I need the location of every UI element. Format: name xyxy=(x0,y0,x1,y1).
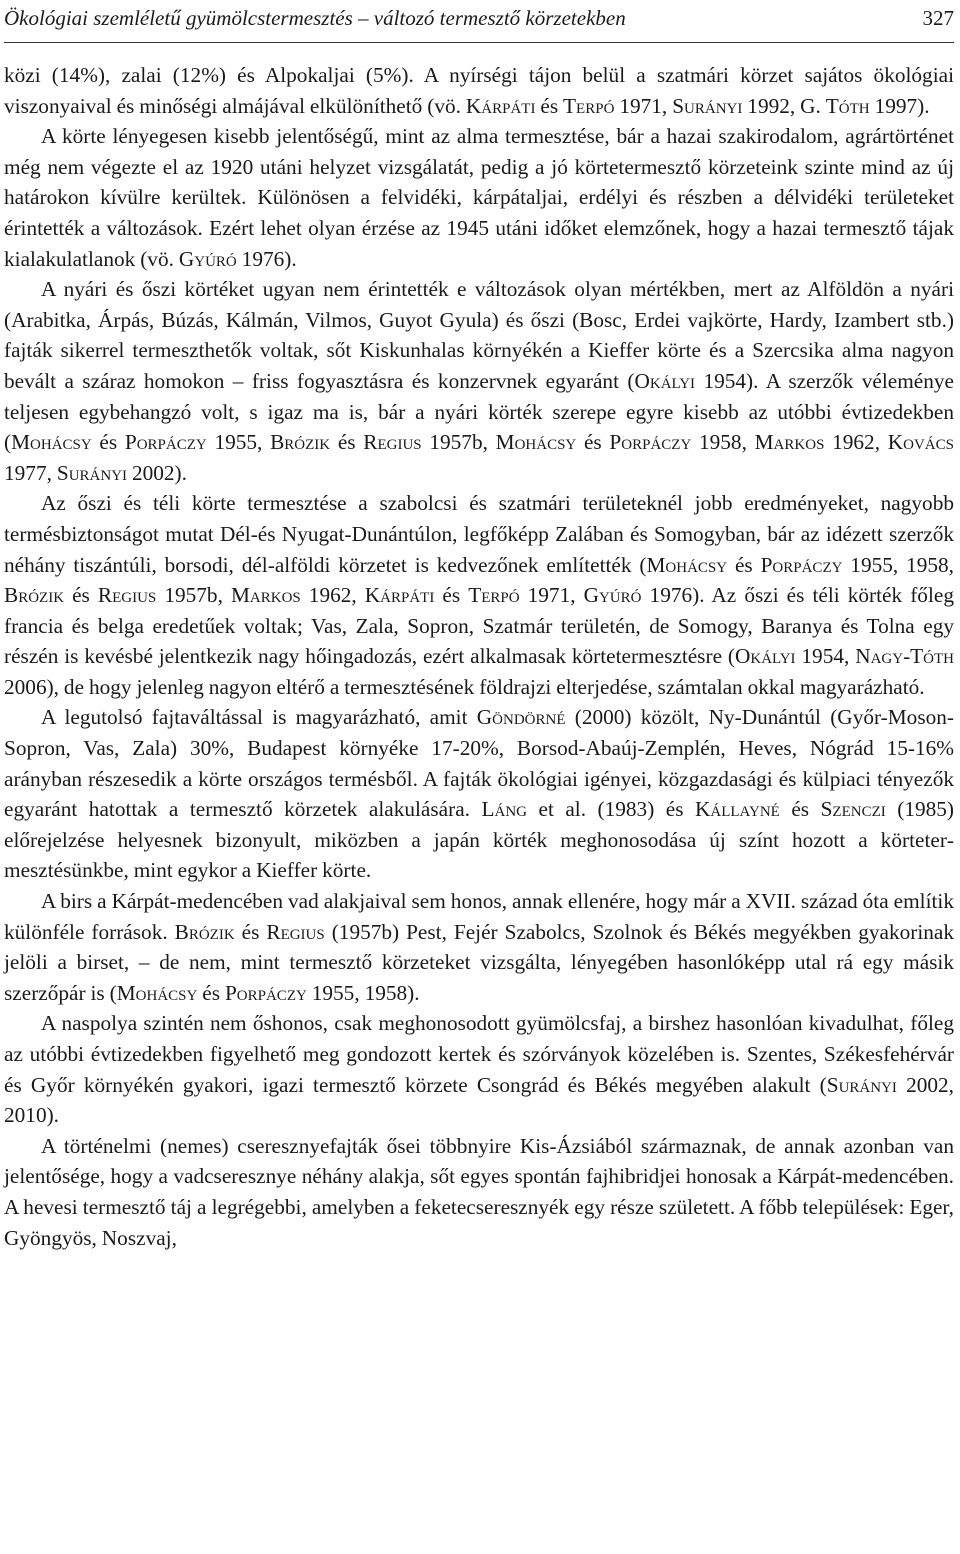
author-name: Láng xyxy=(481,797,527,822)
author-name: Surányi xyxy=(56,460,128,485)
author-name: Regius xyxy=(266,919,325,944)
author-name: Brózik xyxy=(174,919,235,944)
author-name: Tóth xyxy=(825,93,870,118)
author-name: Markos xyxy=(754,430,825,455)
paragraph xyxy=(4,702,954,886)
author-name: Surányi xyxy=(826,1072,897,1097)
running-header xyxy=(4,2,954,43)
author-name: Kállayné xyxy=(695,797,780,822)
text-run: 2002). xyxy=(127,460,187,485)
text-run: A körte lényegesen kisebb jelentőségű, mint az alma termesztése, bár a hazai szakirodalom, agrártörténet még nem végezte el az 1920 utáni helyzet vizsgálatát, pedig a jó körtetermesztő körzeteink szinte mind az új határokon kívülre kerültek. Különösen a felvidéki, kárpátaljai, erdélyi és részben a délvidéki területeket érintették a változások. Ezért lehet olyan érzése az 1945 utáni időket elemzőnek, hogy a hazai termesztő tájak kialakulatlanok (vö. xyxy=(4,124,954,271)
author-name: Brózik xyxy=(270,430,331,455)
text-run: et al. (1983) és xyxy=(527,797,696,822)
running-title: Ökológiai szemléletű gyümölcstermesztés – változó termesztő körzetekben xyxy=(4,6,626,30)
author-name: Mohácsy xyxy=(116,980,198,1005)
paragraph xyxy=(4,60,954,121)
author-name: Kárpáti xyxy=(465,93,536,118)
text-run: A nyári és őszi körtéket ugyan nem érintették e változások olyan mértékben, mert az Alföldön a nyári (Arabitka, Árpás, Búzás, Kálmán, Vilmos, Guyot Gyula) és őszi (Bosc, Erdei vajkörte, Hardy, Izambert stb.) fajták sikerrel termeszthetők voltak, sőt Kiskunhalas környékén a Kieffer körte és a Szercsika alma nagyon bevált a száraz homokon – friss fogyasztásra és konzervnek egyaránt ( xyxy=(4,277,954,393)
text-run: és xyxy=(727,552,761,577)
paragraph xyxy=(4,274,954,488)
text-run: 1992, G. xyxy=(742,93,826,118)
author-name: Terpó xyxy=(468,583,520,608)
author-name: Regius xyxy=(97,583,157,608)
text-run: és xyxy=(64,583,98,608)
page-number: 327 xyxy=(922,6,954,30)
paragraph xyxy=(4,121,954,274)
author-name: Nagy-Tóth xyxy=(855,644,954,669)
text-run: Az őszi és téli körte termesztése a szabolcsi és szatmári területeknél jobb eredményeket, nagyobb termésbiztonságot mutat Dél-és Nyugat-Dunántúlon, legfőképp Zalában és Somogyban, bár az idézett szerzők néhány tiszántúli, borsodi, dél-alföldi körzetet is kedvezőnek említették ( xyxy=(4,491,954,577)
text-run: A történelmi (nemes) cseresznyefajták ősei többnyire Kis-Ázsiából származnak, de annak azonban van jelentősége, hogy a vadcseresznye néhány alakja, sőt egyes spontán fajhibridjei honosak a Kárpát-medencében. A hevesi termesztő táj a legrégebbi, amelyben a feketecseresznyék egy része született. A főbb települések: Eger, Gyöngyös, Noszvaj, xyxy=(4,1133,954,1250)
text-run: (1957b) Pest, Fejér Szabolcs, Szolnok és Békés megyékben gyakorinak jelöli a birset, – de nem, mint termesztő körzeteket vizsgálta, lényegében hasonlóképp utal rá egy másik szerzőpár is ( xyxy=(4,919,955,1005)
text-run: és xyxy=(91,430,125,455)
text-run: és xyxy=(576,430,610,455)
author-name: Gyúró xyxy=(178,246,237,271)
text-run: és xyxy=(330,430,364,455)
text-run: 1976). Az őszi és téli körték főleg francia és belga eredetűek voltak; Vas, Zala, Sopron, Szatmár területén, de Somogy, Baranya és Tolna egy részén is kevésbé jelentkezik nagy hőingadozás, ezért alkalmasak körtetermesztésre ( xyxy=(4,583,954,669)
author-name: Okályi xyxy=(634,368,696,393)
author-name: Porpáczy xyxy=(760,552,843,577)
author-name: Göndörné xyxy=(476,705,566,730)
text-run: 1955, 1958). xyxy=(306,980,420,1005)
author-name: Kárpáti xyxy=(364,583,435,608)
text-run: 1957b, xyxy=(421,430,496,455)
paragraph xyxy=(4,488,954,702)
author-name: Szenczi xyxy=(820,797,886,822)
text-run: 1962, xyxy=(824,430,888,455)
text-run: közi (14%), zalai (12%) és Alpokaljai (5%). A nyírségi tájon belül a szatmári körzet sajátos ökológiai viszonyaival és minőségi almájával elkülöníthető (vö. xyxy=(4,63,954,118)
text-run: 1977, xyxy=(4,460,57,485)
text-run: 1958, xyxy=(691,430,755,455)
text-run: 2006), de hogy jelenleg nagyon eltérő a termesztésének földrajzi elterjedése, számtalan okkal magyarázható. xyxy=(4,674,925,699)
author-name: Surányi xyxy=(672,93,743,118)
text-run: 1954, xyxy=(795,644,856,669)
author-name: Gyúró xyxy=(583,583,642,608)
text-run: 1955, 1958, xyxy=(842,552,955,577)
text-run: és xyxy=(197,980,225,1005)
text-run: A birs a Kárpát-medencében vad alakjaival sem honos, annak ellenére, hogy már a XVII. század óta említik különféle források. xyxy=(4,889,954,944)
text-run: 1955, xyxy=(206,430,271,455)
author-name: Brózik xyxy=(4,583,65,608)
paragraph xyxy=(4,1131,954,1253)
author-name: Kovács xyxy=(887,430,954,455)
text-run: és xyxy=(234,919,267,944)
author-name: Okályi xyxy=(734,644,796,669)
text-run: 2002, 2010). xyxy=(4,1072,955,1128)
text-run: 1976). xyxy=(236,246,297,271)
text-run: (2000) közölt, Ny-Dunántúl (Győr-Moson-Sopron, Vas, Zala) 30%, Budapest környéke 17-20%, Borsod-Abaúj-Zemplén, Heves, Nógrád 15-16% arányban részesedik a körte országos termésből. A fajták ökológiai igényei, közgazdasági és külpiaci tényezők egyaránt hatottak a termesztő körzetek alakulására. xyxy=(4,705,955,822)
text-run: 1971, xyxy=(614,93,673,118)
paragraph xyxy=(4,1008,954,1130)
paragraph xyxy=(4,886,954,1008)
author-name: Mohácsy xyxy=(495,430,577,455)
text-run: 1962, xyxy=(300,583,365,608)
text-run: (1985) előrejelzése helyesnek bizonyult, miközben a japán körték meghonosodása új színt hozott a körtetermesztésünkbe, mint egykor a Kieffer körte. xyxy=(4,797,954,883)
text-run: 1971, xyxy=(519,583,584,608)
author-name: Terpó xyxy=(563,93,615,118)
author-name: Mohácsy xyxy=(646,552,728,577)
text-run: A legutolsó fajtaváltással is magyarázható, amit xyxy=(41,705,477,730)
author-name: Mohácsy xyxy=(11,430,92,455)
text-run: és xyxy=(535,93,564,118)
author-name: Regius xyxy=(363,430,422,455)
author-name: Porpáczy xyxy=(609,430,692,455)
author-name: Porpáczy xyxy=(224,980,307,1005)
author-name: Porpáczy xyxy=(124,430,207,455)
text-run: 1954). A szerzők véleménye teljesen egybehangzó volt, s igaz ma is, bár a nyári körték szerepe egyre kisebb az utóbbi évtizedekben ( xyxy=(4,368,955,455)
body-text xyxy=(4,60,954,1253)
author-name: Markos xyxy=(230,583,301,608)
text-run: és xyxy=(779,797,821,822)
text-run: 1957b, xyxy=(156,583,231,608)
text-run: A naspolya szintén nem őshonos, csak meghonosodott gyümölcsfaj, a birshez hasonlóan kivadulhat, főleg az utóbbi évtizedekben figyelhető meg gondozott kertek és szórványok közelében is. Szentes, Székesfehérvár és Győr környékén gyakori, igazi termesztő körzete Csongrád és Békés megyében alakult ( xyxy=(4,1011,954,1097)
text-run: 1997). xyxy=(869,93,930,118)
text-run: és xyxy=(434,583,469,608)
